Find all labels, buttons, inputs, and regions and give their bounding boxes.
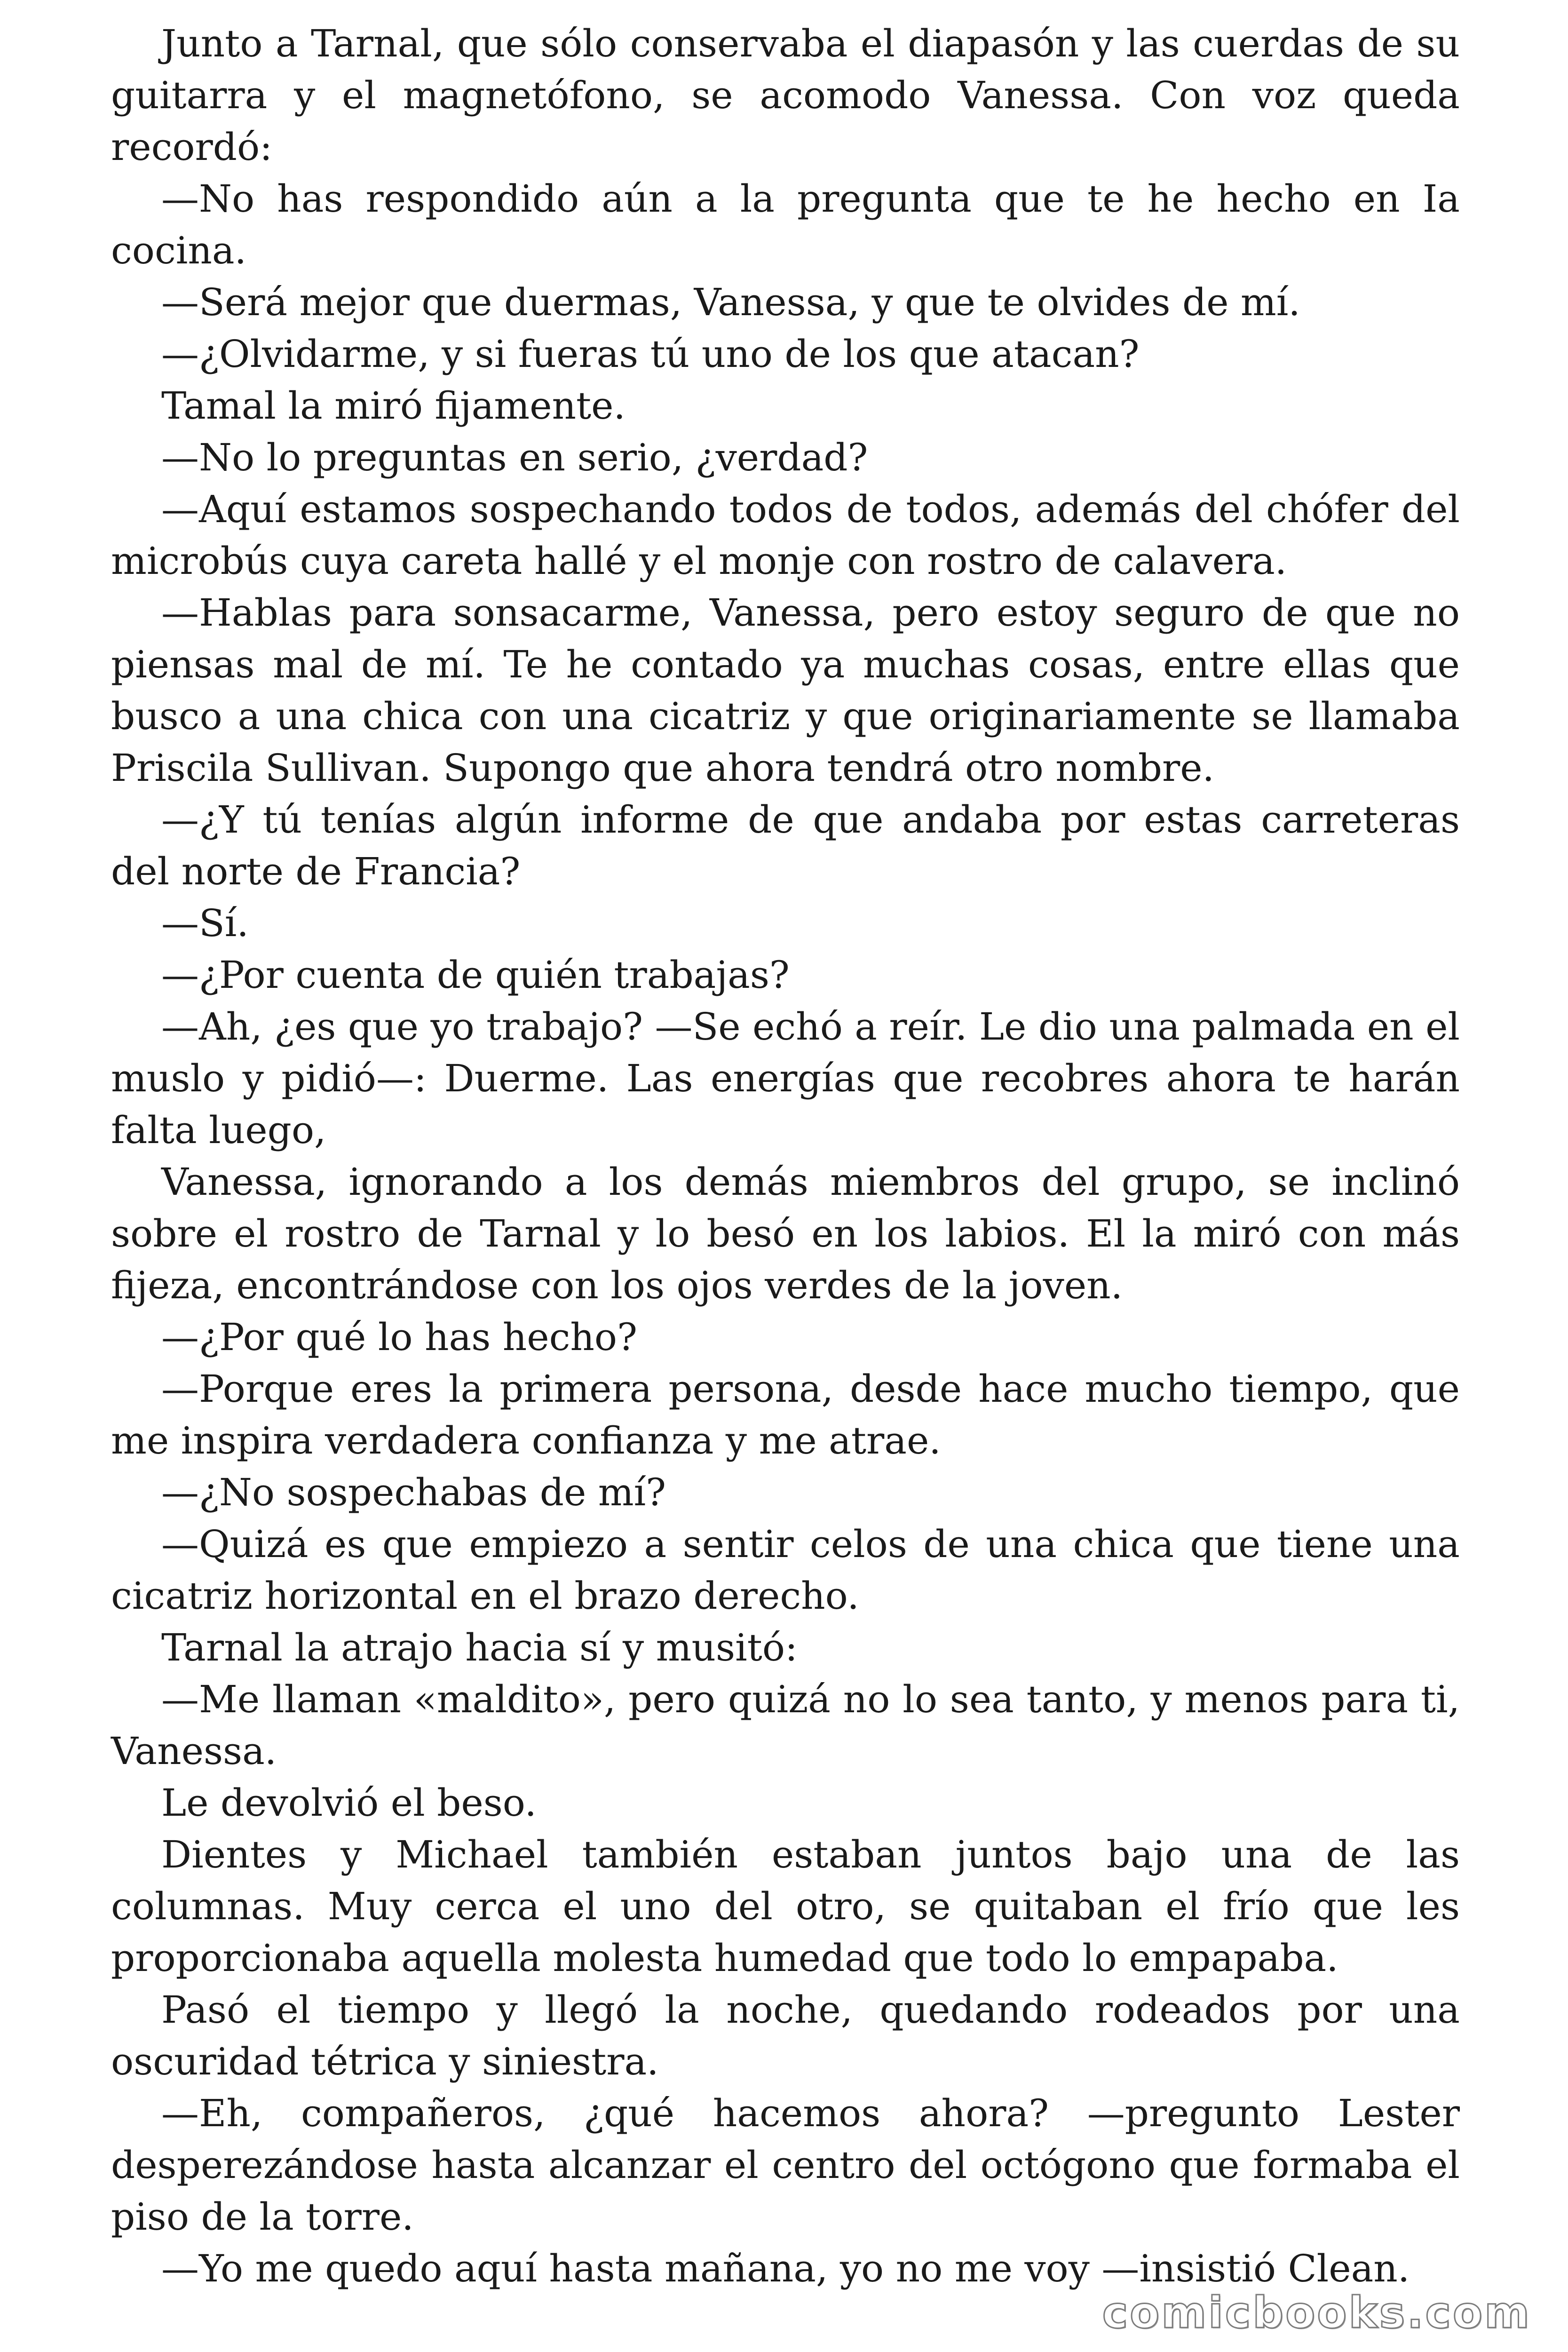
paragraph: —¿Olvidarme, y si fueras tú uno de los que atacan? [161,332,1140,376]
paragraph: —Eh, compañeros, ¿qué hacemos ahora? —pregunto Lester desperezándose hasta alcanzar el centro del octógono que formaba el piso de la torre. [111,2091,1460,2239]
paragraph: Dientes y Michael también estaban juntos bajo una de las columnas. Muy cerca el uno del otro, se quitaban el frío que les proporcionaba aquella molesta humedad que todo lo empapaba. [111,1833,1460,1980]
body-text [111,18,1460,2295]
paragraph: —Aquí estamos sospechando todos de todos, además del chófer del microbús cuya careta hallé y el monje con rostro de calavera. [111,487,1460,583]
paragraph: Le devolvió el beso. [161,1781,537,1825]
paragraph: Pasó el tiempo y llegó la noche, quedando rodeados por una oscuridad tétrica y siniestra. [111,1988,1460,2083]
paragraph: —¿Y tú tenías algún informe de que andaba por estas carreteras del norte de Francia? [111,798,1460,893]
paragraph: —No lo preguntas en serio, ¿verdad? [161,436,868,479]
paragraph: —Ah, ¿es que yo trabajo? —Se echó a reír. Le dio una palmada en el muslo y pidió—: Duerme. Las energías que recobres ahora te harán falta luego, [111,1005,1460,1152]
paragraph: —Quizá es que empiezo a sentir celos de una chica que tiene una cicatriz horizontal en el brazo derecho. [111,1522,1460,1618]
paragraph: —Yo me quedo aquí hasta mañana, yo no me voy —insistió Clean. [161,2247,1410,2290]
paragraph: —Porque eres la primera persona, desde hace mucho tiempo, que me inspira verdadera confianza y me atrae. [111,1367,1460,1462]
paragraph: Vanessa, ignorando a los demás miembros del grupo, se inclinó sobre el rostro de Tarnal y lo besó en los labios. El la miró con más fijeza, encontrándose con los ojos verdes de la joven. [111,1160,1460,1307]
paragraph: —¿Por qué lo has hecho? [161,1315,637,1359]
paragraph: —Hablas para sonsacarme, Vanessa, pero estoy seguro de que no piensas mal de mí. Te he contado ya muchas cosas, entre ellas que busco a una chica con una cicatriz y que originariamente se llamaba Priscila Sullivan. Supongo que ahora tendrá otro nombre. [111,591,1460,790]
paragraph: —¿No sospechabas de mí? [161,1470,666,1514]
paragraph: —Será mejor que duermas, Vanessa, y que te olvides de mí. [161,280,1300,324]
paragraph: —No has respondido aún a la pregunta que te he hecho en Ia cocina. [111,177,1460,272]
paragraph: Tarnal la atrajo hacia sí y musitó: [161,1626,798,1669]
paragraph: —¿Por cuenta de quién trabajas? [161,953,790,997]
paragraph: Tamal la miró fijamente. [161,384,626,428]
paragraph: —Sí. [161,901,249,945]
watermark: comicbooks.com [1102,2288,1531,2338]
paragraph: Junto a Tarnal, que sólo conservaba el diapasón y las cuerdas de su guitarra y el magnetófono, se acomodo Vanessa. Con voz queda recordó: [111,22,1460,169]
paragraph: —Me llaman «maldito», pero quizá no lo sea tanto, y menos para ti, Vanessa. [111,1677,1460,1773]
